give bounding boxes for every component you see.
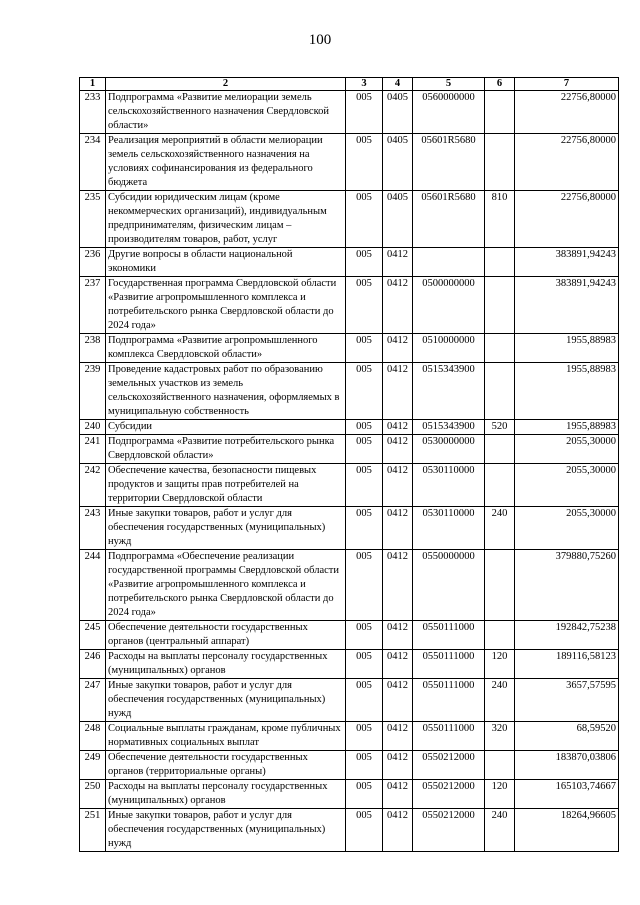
row-number: 233 [80, 91, 106, 134]
section-code: 0412 [383, 650, 413, 679]
item-name: Реализация мероприятий в области мелиорации земель сельскохозяйственного назначения на условиях софинансирования из федерального бюджета [106, 134, 346, 191]
row-number: 248 [80, 722, 106, 751]
amount: 22756,80000 [515, 134, 619, 191]
table-row [80, 334, 619, 363]
row-number: 234 [80, 134, 106, 191]
target-code: 0515343900 [413, 363, 485, 420]
row-number: 244 [80, 550, 106, 621]
amount: 18264,96605 [515, 809, 619, 852]
ministry-code: 005 [346, 435, 383, 464]
ministry-code: 005 [346, 550, 383, 621]
table-row [80, 809, 619, 852]
target-code: 0550111000 [413, 650, 485, 679]
expense-type-code: 240 [485, 809, 515, 852]
table-row [80, 277, 619, 334]
item-name: Подпрограмма «Развитие мелиорации земель сельскохозяйственного назначения Свердловской области» [106, 91, 346, 134]
section-code: 0412 [383, 435, 413, 464]
item-name: Иные закупки товаров, работ и услуг для обеспечения государственных (муниципальных) нужд [106, 507, 346, 550]
target-code: 0500000000 [413, 277, 485, 334]
row-number: 240 [80, 420, 106, 435]
ministry-code: 005 [346, 277, 383, 334]
item-name: Субсидии [106, 420, 346, 435]
section-code: 0412 [383, 679, 413, 722]
amount: 1955,88983 [515, 363, 619, 420]
row-number: 236 [80, 248, 106, 277]
row-number: 237 [80, 277, 106, 334]
ministry-code: 005 [346, 621, 383, 650]
ministry-code: 005 [346, 809, 383, 852]
table-row [80, 363, 619, 420]
amount: 383891,94243 [515, 248, 619, 277]
header-col-5: 5 [413, 78, 485, 91]
target-code: 0530110000 [413, 507, 485, 550]
expense-type-code: 120 [485, 650, 515, 679]
section-code: 0412 [383, 621, 413, 650]
target-code: 0530000000 [413, 435, 485, 464]
table-row [80, 464, 619, 507]
table-row [80, 550, 619, 621]
table-row [80, 679, 619, 722]
section-code: 0412 [383, 248, 413, 277]
amount: 189116,58123 [515, 650, 619, 679]
expense-type-code [485, 751, 515, 780]
section-code: 0412 [383, 809, 413, 852]
item-name: Проведение кадастровых работ по образованию земельных участков из земель сельскохозяйственного назначения, оформляемых в муниципальную собственность [106, 363, 346, 420]
section-code: 0412 [383, 507, 413, 550]
target-code: 05601R5680 [413, 134, 485, 191]
section-code: 0412 [383, 780, 413, 809]
target-code: 0550000000 [413, 550, 485, 621]
ministry-code: 005 [346, 191, 383, 248]
amount: 1955,88983 [515, 420, 619, 435]
target-code: 0550212000 [413, 780, 485, 809]
amount: 379880,75260 [515, 550, 619, 621]
header-col-2: 2 [106, 78, 346, 91]
section-code: 0405 [383, 191, 413, 248]
section-code: 0412 [383, 722, 413, 751]
ministry-code: 005 [346, 780, 383, 809]
expense-type-code: 520 [485, 420, 515, 435]
row-number: 245 [80, 621, 106, 650]
header-col-7: 7 [515, 78, 619, 91]
row-number: 242 [80, 464, 106, 507]
item-name: Иные закупки товаров, работ и услуг для обеспечения государственных (муниципальных) нужд [106, 809, 346, 852]
item-name: Расходы на выплаты персоналу государственных (муниципальных) органов [106, 650, 346, 679]
amount: 192842,75238 [515, 621, 619, 650]
header-col-1: 1 [80, 78, 106, 91]
ministry-code: 005 [346, 363, 383, 420]
budget-table [79, 77, 619, 852]
header-col-6: 6 [485, 78, 515, 91]
target-code: 0560000000 [413, 91, 485, 134]
ministry-code: 005 [346, 650, 383, 679]
amount: 165103,74667 [515, 780, 619, 809]
target-code: 0550111000 [413, 722, 485, 751]
ministry-code: 005 [346, 679, 383, 722]
expense-type-code [485, 621, 515, 650]
header-col-4: 4 [383, 78, 413, 91]
row-number: 246 [80, 650, 106, 679]
header-row [80, 78, 619, 91]
ministry-code: 005 [346, 507, 383, 550]
table-row [80, 420, 619, 435]
item-name: Другие вопросы в области национальной экономики [106, 248, 346, 277]
section-code: 0405 [383, 134, 413, 191]
table-body [80, 91, 619, 852]
item-name: Расходы на выплаты персоналу государственных (муниципальных) органов [106, 780, 346, 809]
section-code: 0412 [383, 334, 413, 363]
ministry-code: 005 [346, 464, 383, 507]
row-number: 251 [80, 809, 106, 852]
expense-type-code [485, 277, 515, 334]
table-row [80, 650, 619, 679]
item-name: Обеспечение деятельности государственных органов (территориальные органы) [106, 751, 346, 780]
ministry-code: 005 [346, 420, 383, 435]
amount: 68,59520 [515, 722, 619, 751]
section-code: 0412 [383, 464, 413, 507]
table-row [80, 191, 619, 248]
section-code: 0412 [383, 550, 413, 621]
item-name: Подпрограмма «Развитие агропромышленного комплекса Свердловской области» [106, 334, 346, 363]
ministry-code: 005 [346, 134, 383, 191]
amount: 2055,30000 [515, 464, 619, 507]
expense-type-code: 320 [485, 722, 515, 751]
target-code: 0515343900 [413, 420, 485, 435]
table-row [80, 751, 619, 780]
section-code: 0412 [383, 751, 413, 780]
row-number: 243 [80, 507, 106, 550]
table-row [80, 780, 619, 809]
target-code: 0550212000 [413, 751, 485, 780]
expense-type-code [485, 363, 515, 420]
page-number: 100 [308, 32, 332, 48]
table-row [80, 507, 619, 550]
row-number: 239 [80, 363, 106, 420]
item-name: Иные закупки товаров, работ и услуг для обеспечения государственных (муниципальных) нужд [106, 679, 346, 722]
table-row [80, 134, 619, 191]
target-code: 0550111000 [413, 621, 485, 650]
ministry-code: 005 [346, 334, 383, 363]
table-row [80, 91, 619, 134]
item-name: Подпрограмма «Развитие потребительского рынка Свердловской области» [106, 435, 346, 464]
amount: 2055,30000 [515, 435, 619, 464]
expense-type-code [485, 435, 515, 464]
row-number: 241 [80, 435, 106, 464]
expense-type-code [485, 134, 515, 191]
item-name: Подпрограмма «Обеспечение реализации государственной программы Свердловской области «Развитие агропромышленного комплекса и потребительского рынка Свердловской области до 2024 года» [106, 550, 346, 621]
expense-type-code [485, 550, 515, 621]
target-code [413, 248, 485, 277]
item-name: Социальные выплаты гражданам, кроме публичных нормативных социальных выплат [106, 722, 346, 751]
row-number: 250 [80, 780, 106, 809]
target-code: 05601R5680 [413, 191, 485, 248]
row-number: 238 [80, 334, 106, 363]
target-code: 0510000000 [413, 334, 485, 363]
ministry-code: 005 [346, 751, 383, 780]
expense-type-code: 240 [485, 507, 515, 550]
section-code: 0412 [383, 277, 413, 334]
table-row [80, 435, 619, 464]
amount: 183870,03806 [515, 751, 619, 780]
row-number: 235 [80, 191, 106, 248]
expense-type-code: 810 [485, 191, 515, 248]
expense-type-code: 120 [485, 780, 515, 809]
item-name: Обеспечение деятельности государственных органов (центральный аппарат) [106, 621, 346, 650]
amount: 3657,57595 [515, 679, 619, 722]
header-col-3: 3 [346, 78, 383, 91]
expense-type-code [485, 464, 515, 507]
table-row [80, 248, 619, 277]
amount: 383891,94243 [515, 277, 619, 334]
amount: 22756,80000 [515, 91, 619, 134]
item-name: Государственная программа Свердловской области «Развитие агропромышленного комплекса и потребительского рынка Свердловской области до 2024 года» [106, 277, 346, 334]
amount: 22756,80000 [515, 191, 619, 248]
section-code: 0405 [383, 91, 413, 134]
expense-type-code [485, 91, 515, 134]
target-code: 0550212000 [413, 809, 485, 852]
target-code: 0550111000 [413, 679, 485, 722]
section-code: 0412 [383, 420, 413, 435]
table-row [80, 722, 619, 751]
table-row [80, 621, 619, 650]
target-code: 0530110000 [413, 464, 485, 507]
ministry-code: 005 [346, 91, 383, 134]
expense-type-code: 240 [485, 679, 515, 722]
row-number: 247 [80, 679, 106, 722]
ministry-code: 005 [346, 722, 383, 751]
amount: 1955,88983 [515, 334, 619, 363]
row-number: 249 [80, 751, 106, 780]
item-name: Обеспечение качества, безопасности пищевых продуктов и защиты прав потребителей на территории Свердловской области [106, 464, 346, 507]
section-code: 0412 [383, 363, 413, 420]
expense-type-code [485, 334, 515, 363]
ministry-code: 005 [346, 248, 383, 277]
item-name: Субсидии юридическим лицам (кроме некоммерческих организаций), индивидуальным предпринимателям, физическим лицам – производителям товаров, работ, услуг [106, 191, 346, 248]
expense-type-code [485, 248, 515, 277]
amount: 2055,30000 [515, 507, 619, 550]
